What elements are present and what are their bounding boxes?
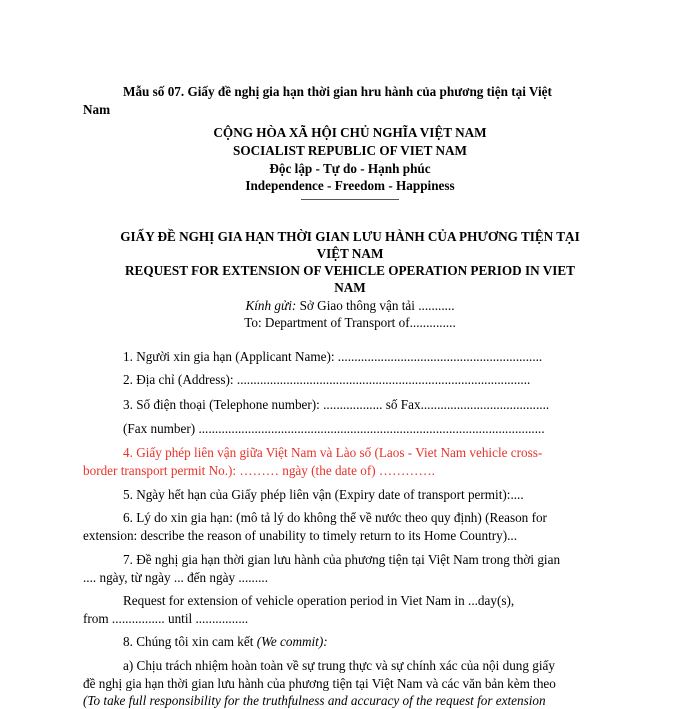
item-expiry-date: 5. Ngày hết hạn của Giấy phép liên vận (Expiry date of transport permit):.... <box>123 487 524 502</box>
form-title-line1: Mẫu số 07. Giấy đề nghị gia hạn thời gian hru hành của phương tiện tại Việt <box>123 84 552 99</box>
country-name-en: SOCIALIST REPUBLIC OF VIET NAM <box>232 143 467 158</box>
item-reason-line1: 6. Lý do xin gia hạn: (mô tả lý do không thể về nước theo quy định) (Reason for <box>123 510 547 525</box>
header-divider-text: --------------- <box>332 191 368 199</box>
form-title-line2: Nam <box>83 102 111 117</box>
commitment-label: 8. Chúng tôi xin cam kết <box>123 634 254 649</box>
recipient-value: Sở Giao thông vận tải ........... <box>299 298 455 313</box>
item-request-en-line2: from ................ until ................ <box>83 611 249 626</box>
commitment-label-en: (We commit): <box>256 634 328 649</box>
doc-title-vi-line1: GIẤY ĐỀ NGHỊ GIA HẠN THỜI GIAN LƯU HÀNH CỦA PHƯƠNG TIỆN TẠI <box>120 229 580 244</box>
motto-vi: Độc lập - Tự do - Hạnh phúc <box>269 161 431 176</box>
item-request-vi-line1: 7. Đề nghị gia hạn thời gian lưu hành của phương tiện tại Việt Nam trong thời gian <box>123 552 561 567</box>
motto-en: Independence - Freedom - Happiness <box>245 178 455 193</box>
item-permit-line2: border transport permit No.): ……… ngày (the date of) …………. <box>83 463 435 478</box>
item-fax: (Fax number) ......................................................................................................... <box>123 421 545 436</box>
item-address: 2. Địa chỉ (Address): ......................................................................................... <box>123 372 531 387</box>
country-name-vi: CỘNG HÒA XÃ HỘI CHỦ NGHĨA VIỆT NAM <box>213 125 487 140</box>
item-applicant-name: 1. Người xin gia hạn (Applicant Name): .............................................................. <box>123 349 543 364</box>
item-request-en-line1: Request for extension of vehicle operation period in Viet Nam in ...day(s), <box>123 593 515 608</box>
item-permit-line1: 4. Giấy phép liên vận giữa Việt Nam và Lào số (Laos - Viet Nam vehicle cross- <box>123 445 543 460</box>
recipient-prefix: Kính gửi: <box>245 298 297 313</box>
commitment-a-line3: (To take full responsibility for the truthfulness and accuracy of the request for extension <box>83 693 546 708</box>
item-reason-line2: extension: describe the reason of unability to timely return to its Home Country)... <box>83 528 517 543</box>
recipient-vi <box>0 297 700 314</box>
item-commitment <box>123 633 328 650</box>
item-telephone: 3. Số điện thoại (Telephone number): .................. số Fax....................................... <box>123 397 550 412</box>
commitment-a-line2: đề nghị gia hạn thời gian lưu hành của phương tiện tại Việt Nam và các văn bản kèm theo <box>83 676 556 691</box>
doc-title-vi-line2: VIỆT NAM <box>316 246 384 261</box>
header-divider <box>301 199 399 200</box>
commitment-a-line1: a) Chịu trách nhiệm hoàn toàn về sự trung thực và sự chính xác của nội dung giấy <box>123 658 555 673</box>
doc-title-en-line2: NAM <box>334 280 366 295</box>
recipient-en: To: Department of Transport of.............. <box>244 315 456 330</box>
doc-title-en-line1: REQUEST FOR EXTENSION OF VEHICLE OPERATION PERIOD IN VIET <box>125 263 575 278</box>
item-request-vi-line2: .... ngày, từ ngày ... đến ngày ......... <box>83 570 269 585</box>
